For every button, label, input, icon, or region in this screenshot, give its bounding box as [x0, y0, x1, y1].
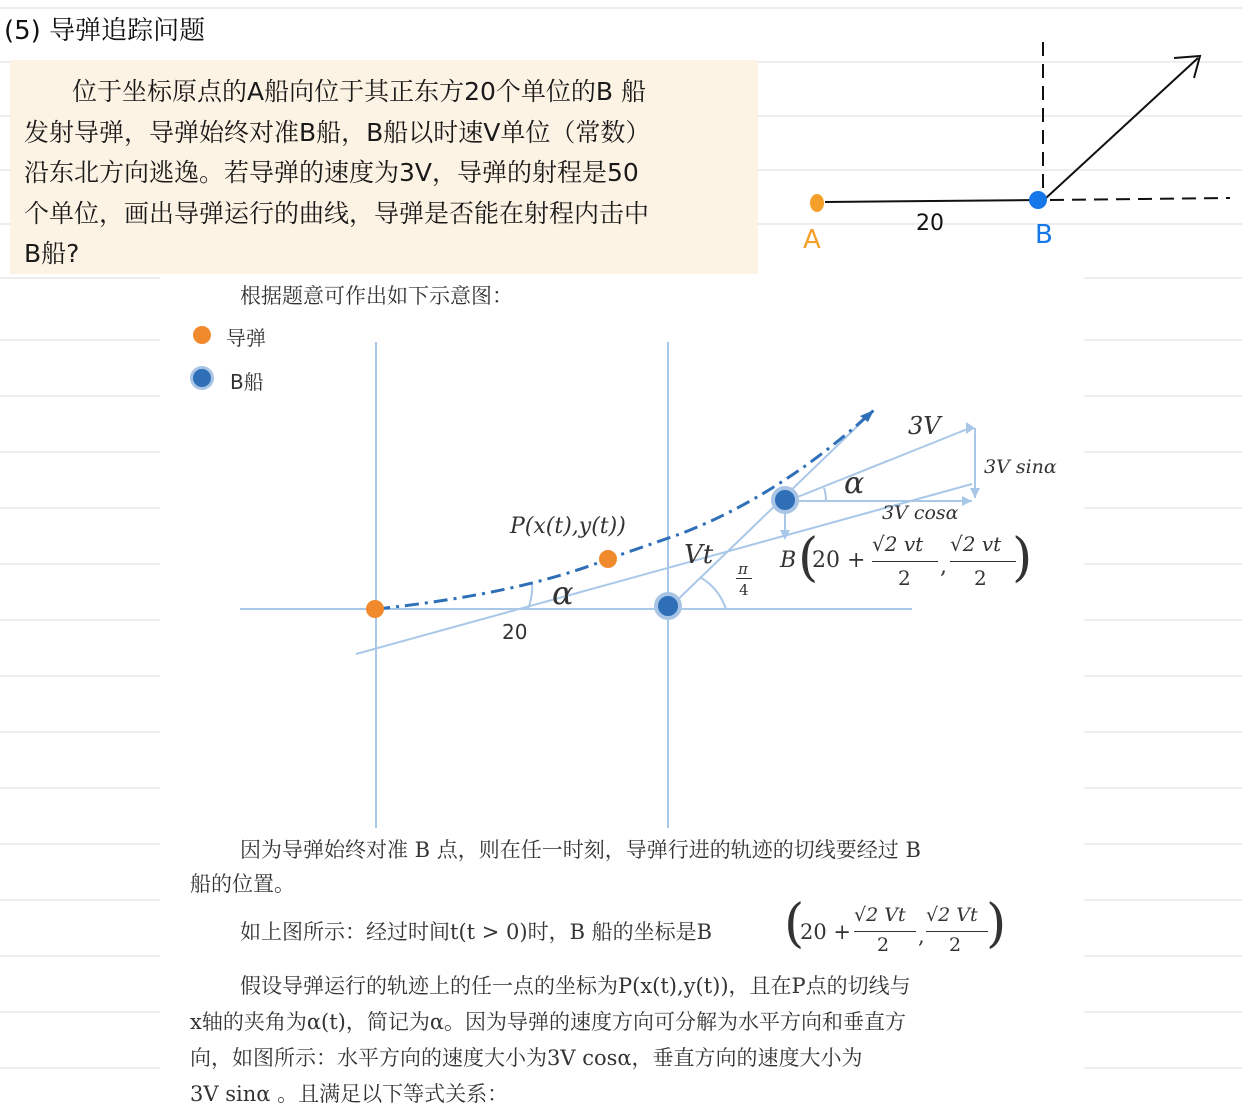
label-point-p: P(x(t),y(t)): [510, 514, 626, 539]
label-3v: 3V: [908, 412, 941, 440]
handwritten-sketch: [790, 30, 1240, 260]
problem-statement: [10, 60, 758, 274]
label-b-bar2: [950, 561, 1016, 562]
para2-prefix: 如上图所示：经过时间t(t > 0)时，B 船的坐标是B: [240, 920, 713, 944]
sketch-label-distance: 20: [916, 211, 944, 236]
document-page: [160, 276, 1084, 1120]
problem-line: 沿东北方向逃逸。若导弹的速度为3V，导弹的射程是50: [24, 158, 639, 187]
label-b-coord1: 20 +: [812, 548, 866, 573]
sketch-point-b: [1029, 191, 1047, 209]
label-b-den1: 2: [898, 566, 911, 590]
para1-line1: 因为导弹始终对准 B 点，则在任一时刻，导弹行进的轨迹的切线要经过 B: [240, 838, 921, 862]
ship-start-point: [656, 594, 680, 618]
ship-current-point: [773, 488, 797, 512]
ship-path-line: [668, 416, 868, 609]
para2-paren-open: (: [784, 894, 805, 954]
alpha-arc-top: [824, 488, 826, 501]
label-alpha-top: α: [844, 466, 865, 501]
para3-line4: 3V sinα 。且满足以下等式关系：: [190, 1082, 509, 1106]
label-b-num2: √2 vt: [950, 532, 1002, 556]
para2-bar2: [926, 931, 988, 932]
label-3vcos: 3V cosα: [882, 502, 959, 524]
para1-line2: 船的位置。: [190, 872, 295, 896]
sketch-label-b: B: [1035, 220, 1053, 250]
intro-text: 根据题意可作出如下示意图：: [240, 284, 513, 308]
sketch-horizontal-dashed: [1050, 198, 1230, 200]
para2-num2: √2 Vt: [926, 904, 978, 926]
para3-line2: x轴的夹角为α(t)，简记为α。因为导弹的速度方向可分解为水平方向和垂直方: [190, 1010, 907, 1034]
label-distance-20: 20: [502, 620, 528, 644]
para2-comma: ,: [918, 924, 925, 948]
para3-line1: 假设导弹运行的轨迹上的任一点的坐标为P(x(t),y(t))，且在P点的切线与: [240, 974, 911, 998]
legend-missile-label: 导弹: [226, 326, 266, 350]
label-b-paren-open: (: [798, 528, 819, 588]
label-b-paren-close: ): [1012, 528, 1033, 588]
pi4-arc: [700, 577, 726, 609]
para2-den1: 2: [877, 934, 890, 956]
sketch-label-a: A: [803, 225, 821, 255]
label-b-den2: 2: [974, 566, 987, 590]
problem-line: B船?: [24, 239, 80, 268]
label-alpha-bottom: α: [552, 574, 574, 612]
label-vt: Vt: [684, 540, 714, 570]
arrowhead-3vcos: [962, 496, 972, 506]
sketch-point-a: [810, 194, 824, 212]
para2-bar1: [854, 931, 916, 932]
sketch-direction-arrow: [1046, 58, 1198, 198]
problem-line: 个单位，画出导弹运行的曲线，导弹是否能在射程内击中: [24, 198, 650, 228]
pi4-fraction-bar: [736, 578, 752, 579]
arrowhead-3vsin: [970, 488, 980, 498]
label-b-prefix: B: [780, 548, 797, 573]
tangent-line: [356, 484, 972, 654]
velocity-3v: [785, 428, 970, 502]
arrowhead-3v: [966, 422, 975, 434]
problem-line: 发射导弹，导弹始终对准B船，B船以时速V单位（常数）: [24, 117, 651, 147]
label-b-comma: ,: [940, 554, 947, 579]
label-b-bar1: [872, 561, 938, 562]
label-b-num1: √2 vt: [872, 532, 924, 556]
para2-num1: √2 Vt: [854, 904, 906, 926]
para2-den2: 2: [949, 934, 962, 956]
para2-paren-close: ): [986, 894, 1007, 954]
para3-line3: 向，如图所示：水平方向的速度大小为3V cosα，垂直方向的速度大小为: [190, 1046, 863, 1070]
label-4: 4: [739, 581, 749, 599]
para2-coord1: 20 +: [800, 920, 851, 944]
problem-line: 位于坐标原点的A船向位于其正东方20个单位的B 船: [72, 77, 647, 106]
legend-ship-label: B船: [230, 370, 264, 394]
missile-point-p: [599, 550, 617, 568]
section-heading: (5) 导弹追踪问题: [4, 16, 206, 46]
label-pi: π: [738, 560, 748, 578]
sketch-ab-line: [825, 200, 1040, 202]
missile-start-point: [366, 600, 384, 618]
label-3vsin: 3V sinα: [984, 456, 1057, 478]
